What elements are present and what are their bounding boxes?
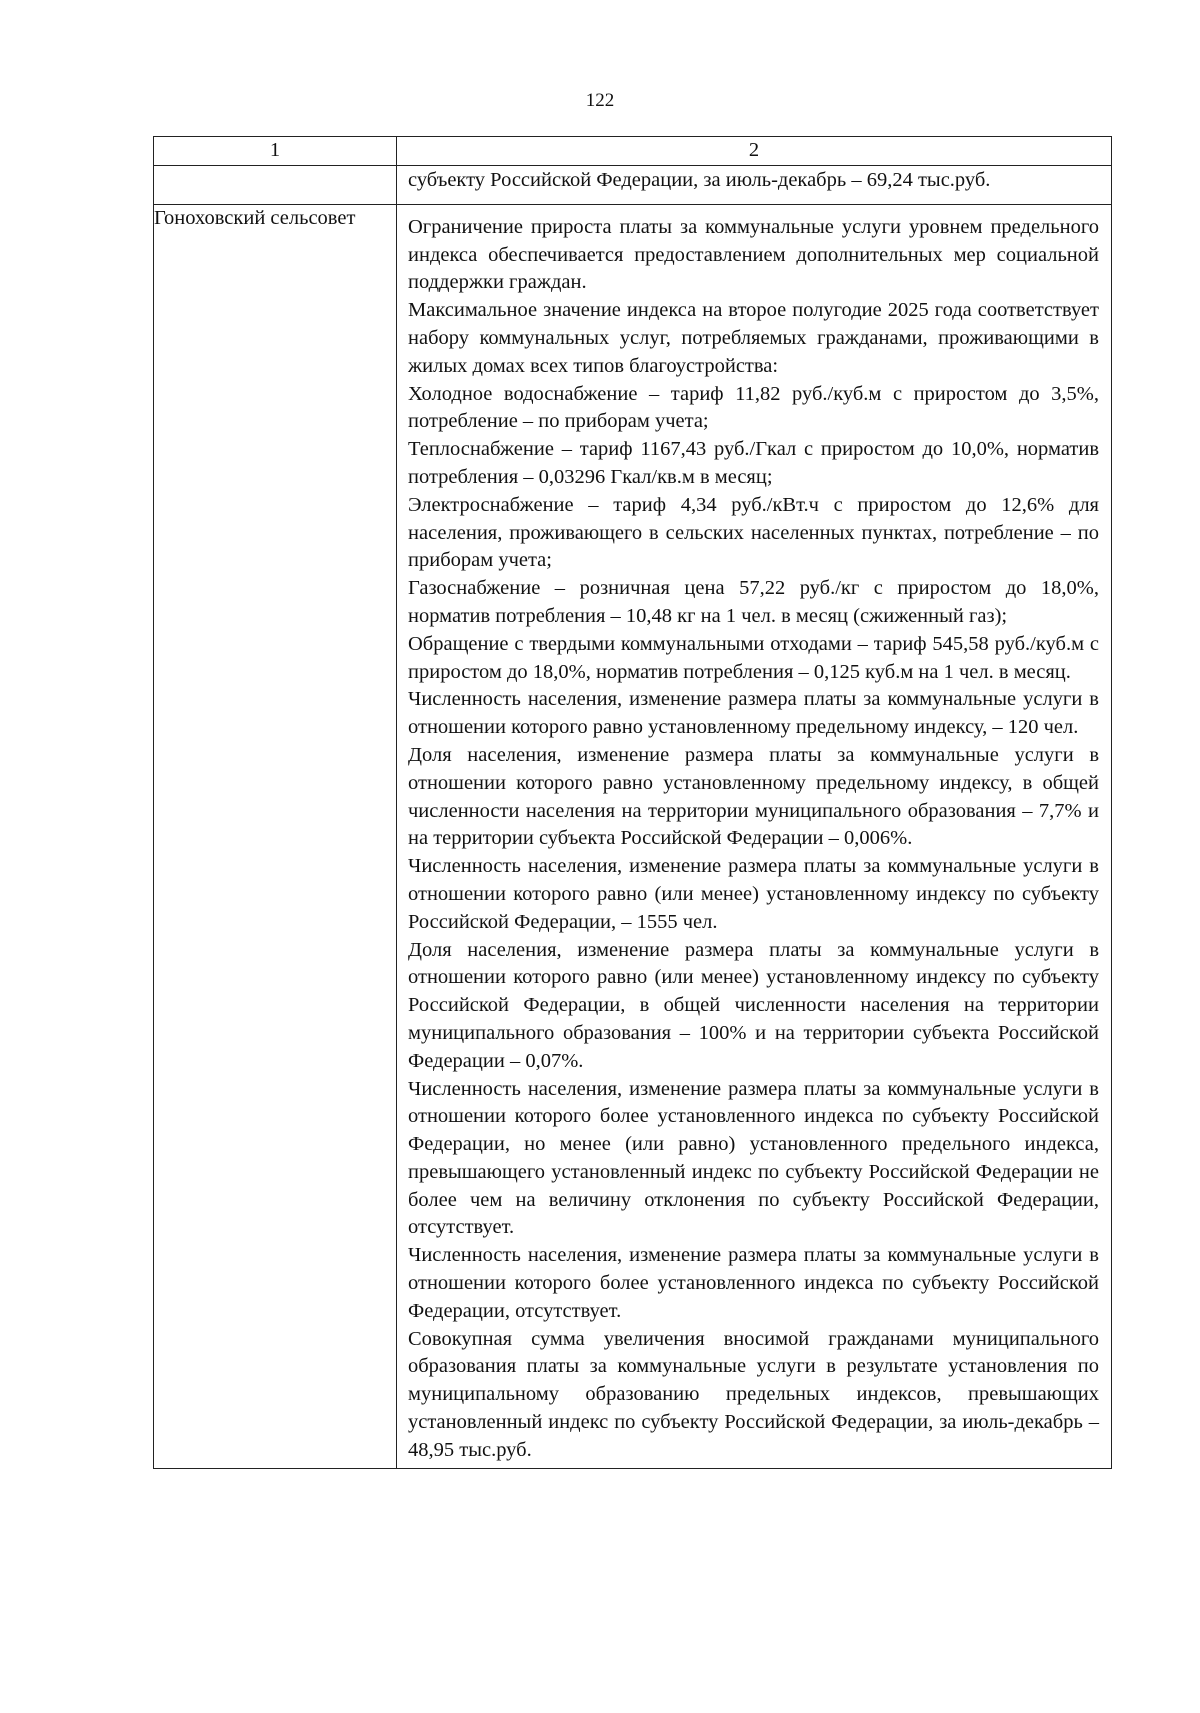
paragraph-share-equal-limit: Доля населения, изменение размера платы за коммунальные услуги в отношении которого равно установленному предельному индексу, в общей численности населения на территории муниципального образования – 7,7% и на территории субъекта Российской Федерации – 0,006%.	[408, 743, 1099, 850]
continuation-name-cell	[154, 165, 397, 204]
column-header-2: 2	[397, 137, 1112, 166]
table-row-continuation	[154, 165, 1112, 204]
paragraph-cold-water: Холодное водоснабжение – тариф 11,82 руб./куб.м с приростом до 3,5%, потребление – по приборам учета;	[408, 382, 1099, 433]
paragraph-population-equal-limit: Численность населения, изменение размера платы за коммунальные услуги в отношении которого равно установленному предельному индексу, – 120 чел.	[408, 688, 1099, 739]
paragraph-total-increase: Совокупная сумма увеличения вносимой гражданами муниципального образования платы за коммунальные услуги в результате установления по муниципальному образованию предельных индексов, превышающих установленный индекс по субъекту Российской Федерации, за июль-декабрь – 48,95 тыс.руб.	[408, 1327, 1099, 1461]
paragraph-population-above: Численность населения, изменение размера платы за коммунальные услуги в отношении которого более установленного индекса по субъекту Российской Федерации, отсутствует.	[408, 1244, 1099, 1322]
paragraph-population-below-index: Численность населения, изменение размера платы за коммунальные услуги в отношении которого равно (или менее) установленному индексу по субъекту Российской Федерации, – 1555 чел.	[408, 855, 1099, 933]
paragraph-share-below-index: Доля населения, изменение размера платы за коммунальные услуги в отношении которого равно (или менее) установленному индексу по субъекту Российской Федерации, в общей численности населения на территории муниципального образования – 100% и на территории субъекта Российской Федерации – 0,07%.	[408, 938, 1099, 1072]
paragraph-electricity: Электроснабжение – тариф 4,34 руб./кВт.ч с приростом до 12,6% для населения, проживающего в сельских населенных пунктах, потребление – по приборам учета;	[408, 493, 1099, 572]
paragraph-gas: Газоснабжение – розничная цена 57,22 руб./кг с приростом до 18,0%, норматив потребления – 10,48 кг на 1 чел. в месяц (сжиженный газ);	[408, 577, 1099, 627]
column-header-1: 1	[154, 137, 397, 166]
page-number: 122	[585, 90, 615, 111]
paragraph-max-index: Максимальное значение индекса на второе полугодие 2025 года соответствует набору коммунальных услуг, потребляемых гражданами, проживающими в жилых домах всех типов благоустройства:	[408, 299, 1099, 377]
continuation-text-cell	[397, 165, 1112, 204]
continuation-paragraph: субъекту Российской Федерации, за июль-декабрь – 69,24 тыс.руб.	[408, 168, 991, 191]
municipality-name-cell	[154, 204, 397, 1468]
paragraph-population-between: Численность населения, изменение размера платы за коммунальные услуги в отношении которого более установленного индекса по субъекту Российской Федерации, но менее (или равно) установленного предельного индекса, превышающего установленный индекс по субъекту Российской Федерации не более чем на величину отклонения по субъекту Российской Федерации, отсутствует.	[408, 1077, 1099, 1239]
document-table	[153, 136, 1112, 1469]
paragraph-limit-measures: Ограничение прироста платы за коммунальные услуги уровнем предельного индекса обеспечивается предоставлением дополнительных мер социальной поддержки граждан.	[408, 215, 1099, 294]
table-row-gonokhovsky	[154, 204, 1112, 1468]
paragraph-heating: Теплоснабжение – тариф 1167,43 руб./Гкал с приростом до 10,0%, норматив потребления – 0,03296 Гкал/кв.м в месяц;	[408, 438, 1099, 488]
description-cell	[397, 204, 1112, 1468]
paragraph-solid-waste: Обращение с твердыми коммунальными отходами – тариф 545,58 руб./куб.м с приростом до 18,0%, норматив потребления – 0,125 куб.м на 1 чел. в месяц.	[408, 632, 1099, 683]
municipality-name: Гоноховский сельсовет	[154, 206, 356, 229]
table-header-row	[154, 137, 1112, 166]
